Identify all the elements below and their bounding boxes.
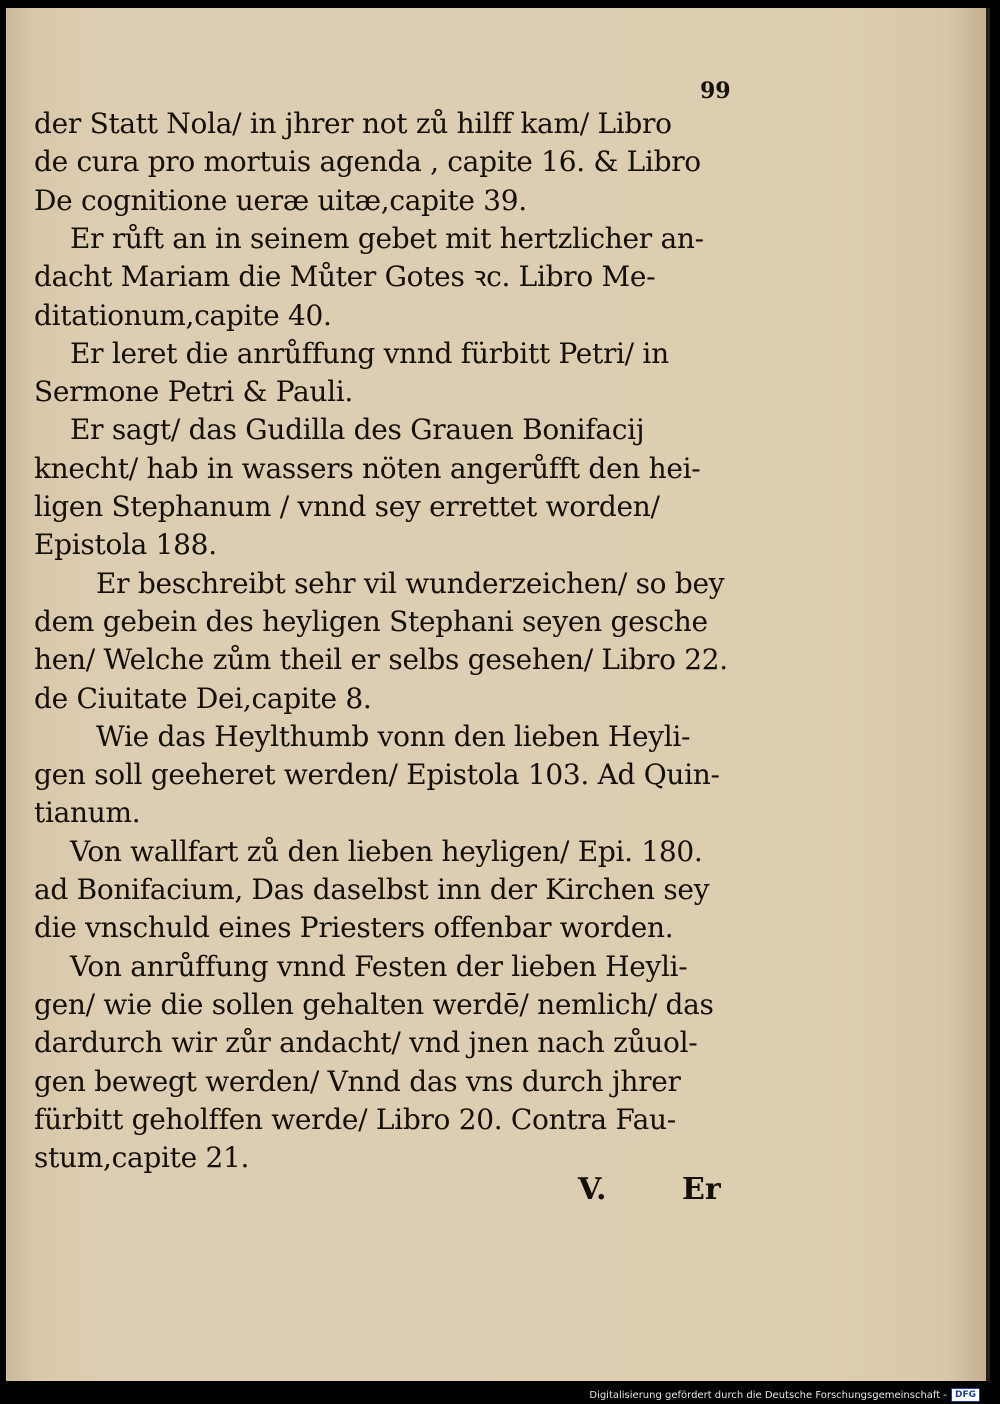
catchword: Er — [682, 1172, 721, 1207]
text-line: gen soll geeheret werden/ Epistola 103. Ad Quin- — [34, 758, 720, 792]
text-line: gen bewegt werden/ Vnnd das vns durch jhrer — [34, 1064, 681, 1098]
text-line: de cura pro mortuis agenda , capite 16. & Libro — [34, 145, 701, 179]
text-line: dem gebein des heyligen Stephani seyen gesche — [34, 604, 708, 638]
text-line: ad Bonifacium, Das daselbst inn der Kirchen sey — [34, 873, 710, 906]
text-line: Von wallfart zů den lieben heyligen/ Epi. 180. — [70, 834, 703, 868]
text-line: stum,capite 21. — [34, 1141, 250, 1175]
text-line: De cognitione ueræ uitæ,capite 39. — [34, 183, 527, 217]
text-line: die vnschuld eines Priesters offenbar worden. — [34, 911, 674, 945]
text-line: knecht/ hab in wassers nöten angerůfft den hei- — [34, 451, 701, 485]
page-number: 99 — [700, 78, 731, 104]
text-line: Er leret die anrůffung vnnd fürbitt Petri/ in — [70, 336, 669, 370]
text-line: Sermone Petri & Pauli. — [34, 375, 354, 409]
scanned-page — [6, 8, 990, 1381]
footer-credit — [589, 1387, 980, 1403]
text-line: fürbitt geholffen werde/ Libro 20. Contra Fau- — [34, 1102, 676, 1136]
text-line: gen/ wie die sollen gehalten werdē/ nemlich/ das — [34, 987, 714, 1021]
text-line: dacht Mariam die Můter Gotes ꝛc. Libro Me- — [34, 260, 656, 294]
text-line: ligen Stephanum / vnnd sey errettet worden/ — [34, 490, 660, 523]
dfg-logo: DFG — [951, 1388, 980, 1402]
text-line: Epistola 188. — [34, 528, 217, 562]
text-line: Er růft an in seinem gebet mit hertzlicher an- — [70, 221, 704, 255]
text-line: tianum. — [34, 796, 141, 830]
footer-credit-text: Digitalisierung gefördert durch die Deutsche Forschungsgemeinschaft - — [589, 1389, 947, 1401]
text-line: hen/ Welche zům theil er selbs gesehen/ Libro 22. — [34, 643, 728, 677]
text-line: dardurch wir zůr andacht/ vnd jnen nach zůuol- — [34, 1026, 698, 1060]
text-line: ditationum,capite 40. — [34, 298, 332, 332]
text-line: Er sagt/ das Gudilla des Grauen Bonifacij — [70, 413, 645, 447]
signature-mark: V. — [578, 1172, 607, 1207]
text-line: Von anrůffung vnnd Festen der lieben Heyli- — [70, 949, 688, 983]
text-line: der Statt Nola/ in jhrer not zů hilff kam/ Libro — [34, 107, 672, 140]
text-line: de Ciuitate Dei,capite 8. — [34, 681, 372, 715]
text-line: Er beschreibt sehr vil wunderzeichen/ so bey — [96, 566, 725, 600]
text-line: Wie das Heylthumb vonn den lieben Heyli- — [96, 719, 691, 753]
